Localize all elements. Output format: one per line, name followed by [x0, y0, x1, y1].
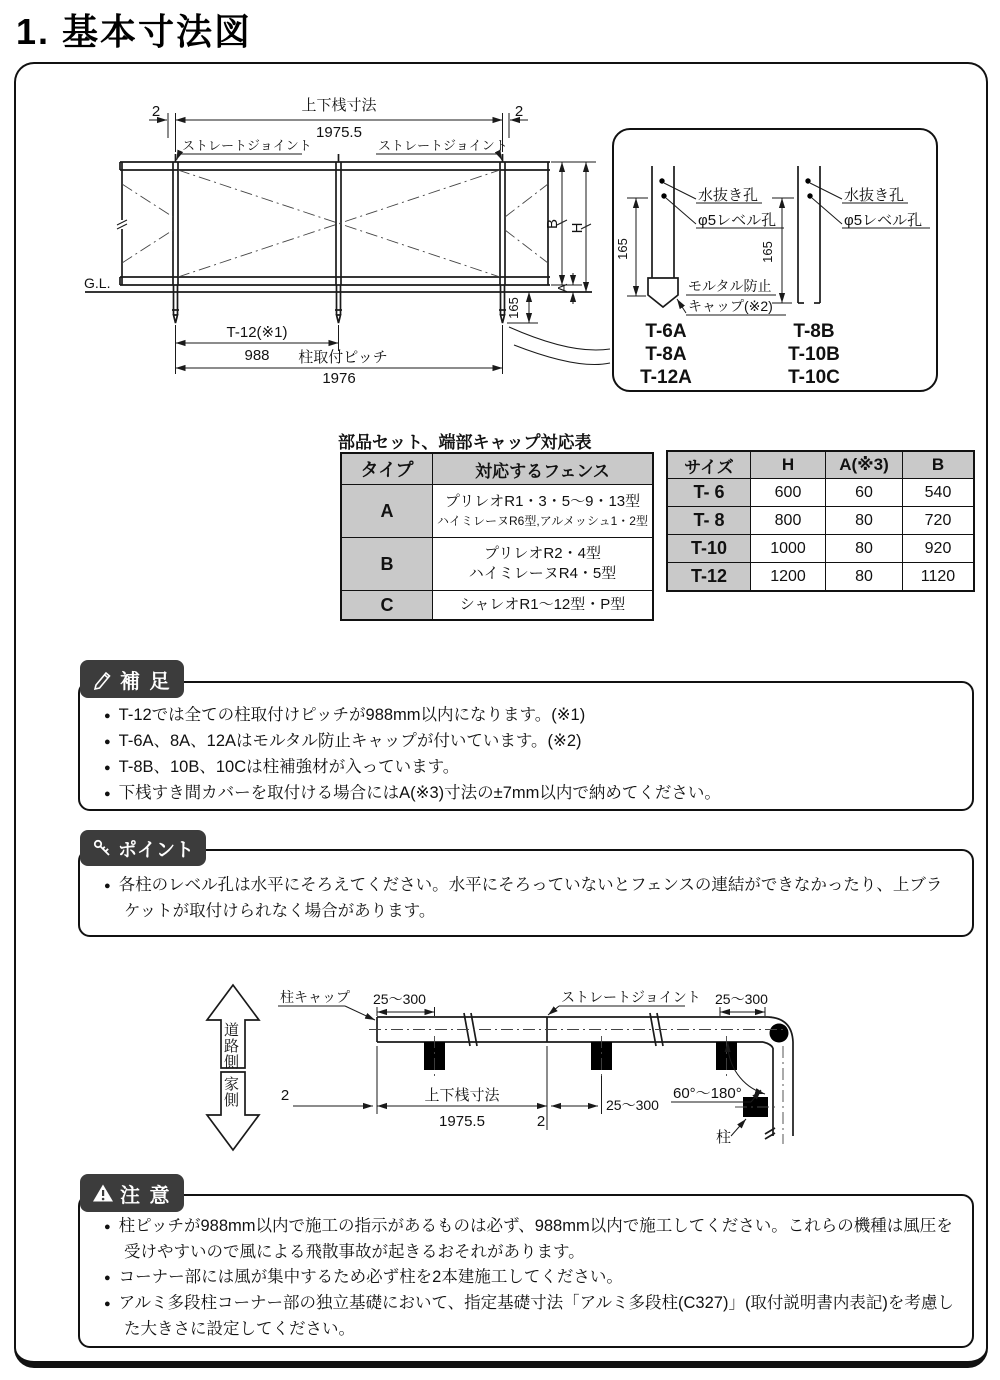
post-detail-box — [612, 128, 938, 392]
pencil-icon — [92, 668, 114, 690]
post-type-t10c: T-10C — [788, 367, 840, 388]
supplement-section — [78, 681, 974, 811]
table-row: T-12 1200 80 1120 — [667, 563, 974, 592]
parts-table-title: 部品セット、端部キャップ対応表 — [338, 433, 592, 452]
post-type-t12a: T-12A — [640, 367, 692, 388]
caution-title: 注 意 — [120, 1184, 172, 1207]
point-tab — [80, 830, 206, 866]
b-col-header: B — [903, 451, 975, 479]
point-item: ● 各柱のレベル孔は水平にそろえてください。水平にそろっていないとフェンスの連結ができなかったり、上ブラケットが取付けられなく場合があります。 — [104, 873, 954, 924]
plan-rail-dim-value: 1975.5 — [439, 1113, 485, 1130]
table-row: T- 6 600 60 540 — [667, 479, 974, 507]
level-hole-label-left: φ5レベル孔 — [698, 212, 777, 229]
post-type-t10b: T-10B — [788, 344, 840, 365]
supplement-item: ● T-6A、8A、12Aはモルタル防止キャップが付いています。(※2) — [104, 729, 954, 755]
plan-joint-label: ストレートジョイント — [561, 989, 701, 1005]
angle-range-label: 60°〜180° — [673, 1085, 742, 1102]
size-col-header: サイズ — [667, 451, 751, 479]
drain-hole-label-right: 水抜き孔 — [844, 187, 905, 204]
post-type-t8b: T-8B — [793, 321, 835, 342]
ground-line-label: G.L. — [84, 275, 111, 291]
detail-dim-165-left: 165 — [615, 238, 630, 260]
size-table — [666, 450, 975, 592]
type-b: B — [341, 538, 433, 591]
supplement-tab — [80, 660, 184, 698]
supplement-item: ● 下桟すき間カバーを取付ける場合にはA(※3)寸法の±7mm以内で納めてください。 — [104, 781, 954, 807]
dim-rail-value: 1975.5 — [316, 124, 362, 141]
dim-1976: 1976 — [322, 370, 356, 387]
plan-gap-mid: 2 — [536, 1113, 546, 1130]
post-detail-drawing — [614, 130, 936, 390]
plan-drawing — [195, 958, 795, 1163]
point-title: ポイント — [118, 839, 195, 861]
post-type-t6a: T-6A — [645, 321, 687, 342]
type-c: C — [341, 591, 433, 621]
key-icon — [92, 838, 112, 858]
caution-item: ● 柱ピッチが988mm以内で施工の指示があるものは必ず、988mm以内で施工してください。これらの機種は風圧を受けやすいので風による飛散事故が起きるおそれがあります。 — [104, 1214, 954, 1265]
dim-gap-left: 2 — [151, 103, 161, 120]
dim-gap-right: 2 — [514, 103, 524, 120]
fence-list-b-2: ハイミレーヌR4・5型 — [468, 565, 617, 582]
fence-structure — [85, 154, 592, 292]
fence-list-b-1: プリレオR2・4型 — [484, 544, 601, 562]
detail-dim-165-right: 165 — [760, 241, 775, 263]
supplement-title: 補 足 — [120, 670, 172, 693]
parts-table — [340, 452, 654, 621]
caution-item: ● アルミ多段柱コーナー部の独立基礎において、指定基礎寸法「アルミ多段柱(C327)」(取付説明書内表記)を考慮した大きさに設定してください。 — [104, 1291, 954, 1342]
point-section — [78, 849, 974, 937]
house-side-label: 家側 — [222, 1076, 239, 1108]
post-anchors — [172, 285, 506, 323]
mortar-cap-label-2: キャップ(※2) — [688, 298, 773, 314]
fence-list-a-2: ハイミレーヌR6型,アルメッシュ1・2型 — [437, 513, 648, 528]
caution-section — [78, 1194, 974, 1348]
col-header-fence: 対応するフェンス — [433, 453, 654, 485]
fence-list-c: シャレオR1〜12型・P型 — [433, 591, 654, 621]
supplement-item: ● T-8B、10B、10Cは柱補強材が入っています。 — [104, 755, 954, 781]
h-col-header: H — [751, 451, 826, 479]
dim-t12-label: T-12(※1) — [226, 324, 288, 341]
mortar-cap-label-1: モルタル防止 — [688, 278, 772, 294]
dim-b: B — [544, 218, 561, 230]
plan-gap-left: 2 — [280, 1087, 290, 1104]
joint-label-left: ストレートジョイント — [182, 138, 312, 153]
dim-rail-label: 上下桟寸法 — [301, 97, 377, 114]
dim-988: 988 — [244, 347, 270, 364]
table-row: T- 8 800 80 720 — [667, 507, 974, 535]
a-col-header: A(※3) — [826, 451, 903, 479]
dim-165: 165 — [506, 297, 521, 319]
plan-bottom-offset: 25〜300 — [606, 1097, 659, 1113]
plan-left-offset: 25〜300 — [373, 991, 426, 1007]
table-row — [341, 591, 653, 621]
plan-right-offset: 25〜300 — [715, 991, 768, 1007]
caution-tab — [80, 1174, 184, 1212]
level-hole-label-right: φ5レベル孔 — [844, 212, 923, 229]
col-header-type: タイプ — [341, 453, 433, 485]
dim-a: A — [555, 283, 570, 293]
post-type-t8a: T-8A — [645, 344, 687, 365]
post-cap-label: 柱キャップ — [280, 989, 350, 1005]
plan-dimensions — [278, 1006, 765, 1136]
post-left — [648, 166, 678, 307]
elevation-drawing — [70, 92, 610, 394]
dim-h: H — [569, 222, 586, 234]
warning-icon — [92, 1183, 114, 1203]
table-row — [341, 485, 653, 538]
type-a: A — [341, 485, 433, 538]
post-label: 柱 — [716, 1129, 732, 1146]
table-row: T-10 1000 80 920 — [667, 535, 974, 563]
joint-label-right: ストレートジョイント — [378, 138, 508, 153]
supplement-item: ● T-12では全ての柱取付けピッチが988mm以内になります。(※1) — [104, 703, 954, 729]
road-side-label: 道路側 — [222, 1022, 239, 1070]
fence-list-a-1: プリレオR1・3・5〜9・13型 — [444, 493, 641, 511]
caution-item: ● コーナー部には風が集中するため必ず柱を2本建施工してください。 — [104, 1265, 954, 1291]
drain-hole-label-left: 水抜き孔 — [698, 187, 759, 204]
dim-pitch-label: 柱取付ピッチ — [298, 349, 388, 366]
page-title: 1. 基本寸法図 — [16, 11, 253, 52]
plan-rail-dim-label: 上下桟寸法 — [424, 1087, 500, 1104]
table-row — [341, 538, 653, 591]
cross-braces — [122, 170, 548, 277]
